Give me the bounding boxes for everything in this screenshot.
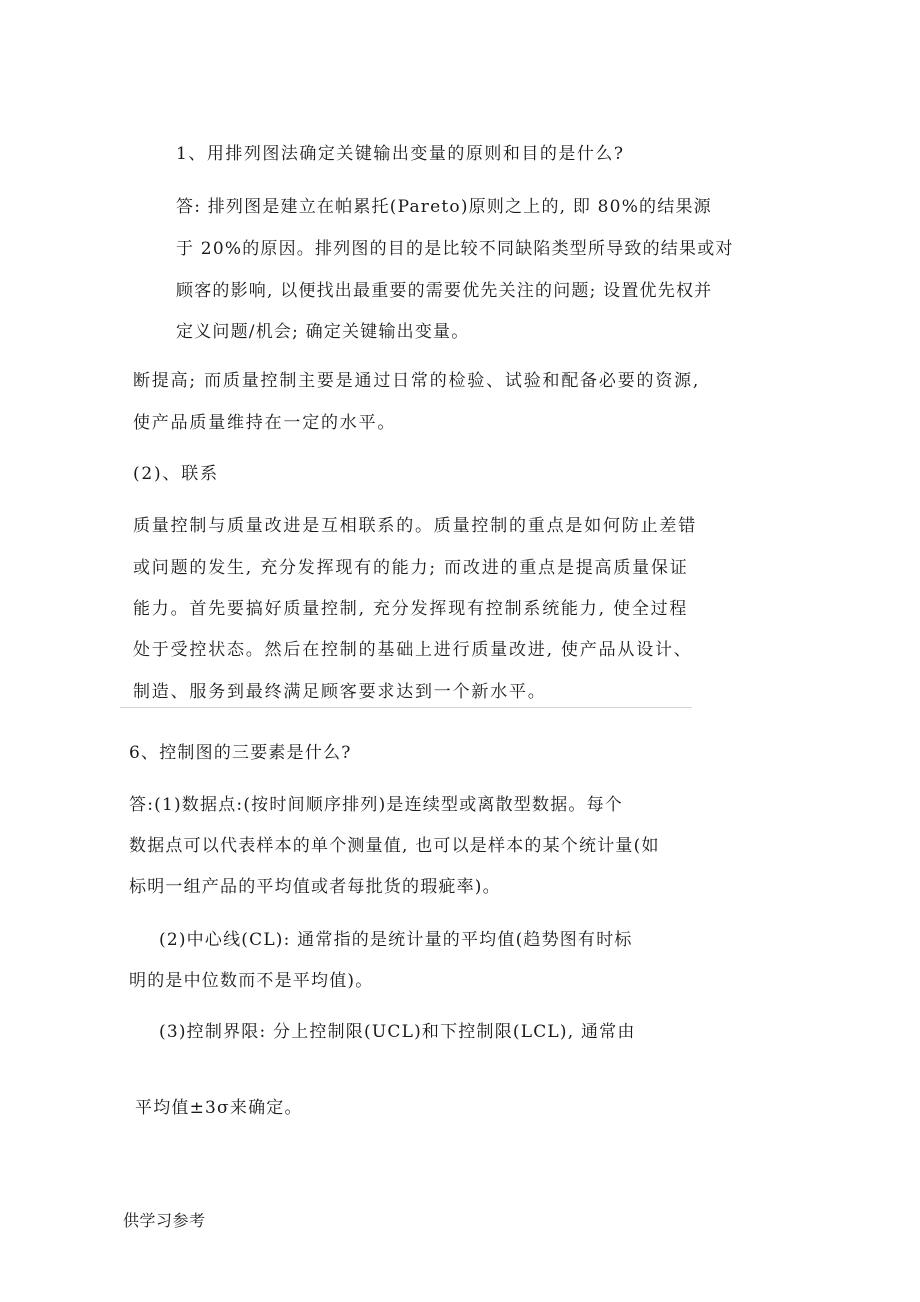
item3-line-1: (3)控制界限: 分上控制限(UCL)和下控制限(LCL), 通常由 bbox=[159, 1022, 636, 1042]
intro-line-1: 断提高; 而质量控制主要是通过日常的检验、试验和配备必要的资源, bbox=[133, 371, 701, 391]
item1-line-2: 数据点可以代表样本的单个测量值, 也可以是样本的某个统计量(如 bbox=[129, 836, 660, 856]
body-line-3: 能力。首先要搞好质量控制, 充分发挥现有控制系统能力, 使全过程 bbox=[133, 599, 689, 619]
section-divider bbox=[120, 707, 692, 708]
section-heading-lianxi: (2)、联系 bbox=[133, 464, 219, 484]
body-line-2: 或问题的发生, 充分发挥现有的能力; 而改进的重点是提高质量保证 bbox=[133, 558, 689, 578]
item1-line-3: 标明一组产品的平均值或者每批货的瑕疵率)。 bbox=[129, 877, 501, 897]
answer-1-line-3: 顾客的影响, 以便找出最重要的需要优先关注的问题; 设置优先权并 bbox=[176, 281, 713, 301]
body-line-4: 处于受控状态。然后在控制的基础上进行质量改进, 使产品从设计、 bbox=[133, 640, 693, 660]
item3-continuation: 平均值±3σ来确定。 bbox=[135, 1098, 303, 1118]
question-1: 1、用排列图法确定关键输出变量的原则和目的是什么? bbox=[176, 144, 625, 164]
answer-1-line-4: 定义问题/机会; 确定关键输出变量。 bbox=[176, 322, 470, 342]
item1-line-1: 答:(1)数据点:(按时间顺序排列)是连续型或离散型数据。每个 bbox=[129, 795, 623, 815]
footer-reference-note: 供学习参考 bbox=[123, 1211, 206, 1230]
answer-1-line-1: 答: 排列图是建立在帕累托(Pareto)原则之上的, 即 80%的结果源 bbox=[176, 197, 712, 217]
item2-line-2: 明的是中位数而不是平均值)。 bbox=[129, 971, 374, 991]
answer-1-line-2: 于 20%的原因。排列图的目的是比较不同缺陷类型所导致的结果或对 bbox=[176, 239, 734, 259]
body-line-5: 制造、服务到最终满足顾客要求达到一个新水平。 bbox=[133, 682, 547, 702]
item2-line-1: (2)中心线(CL): 通常指的是统计量的平均值(趋势图有时标 bbox=[159, 930, 633, 950]
question-6: 6、控制图的三要素是什么? bbox=[129, 743, 352, 763]
body-line-1: 质量控制与质量改进是互相联系的。质量控制的重点是如何防止差错 bbox=[133, 516, 697, 536]
intro-line-2: 使产品质量维持在一定的水平。 bbox=[133, 413, 397, 433]
